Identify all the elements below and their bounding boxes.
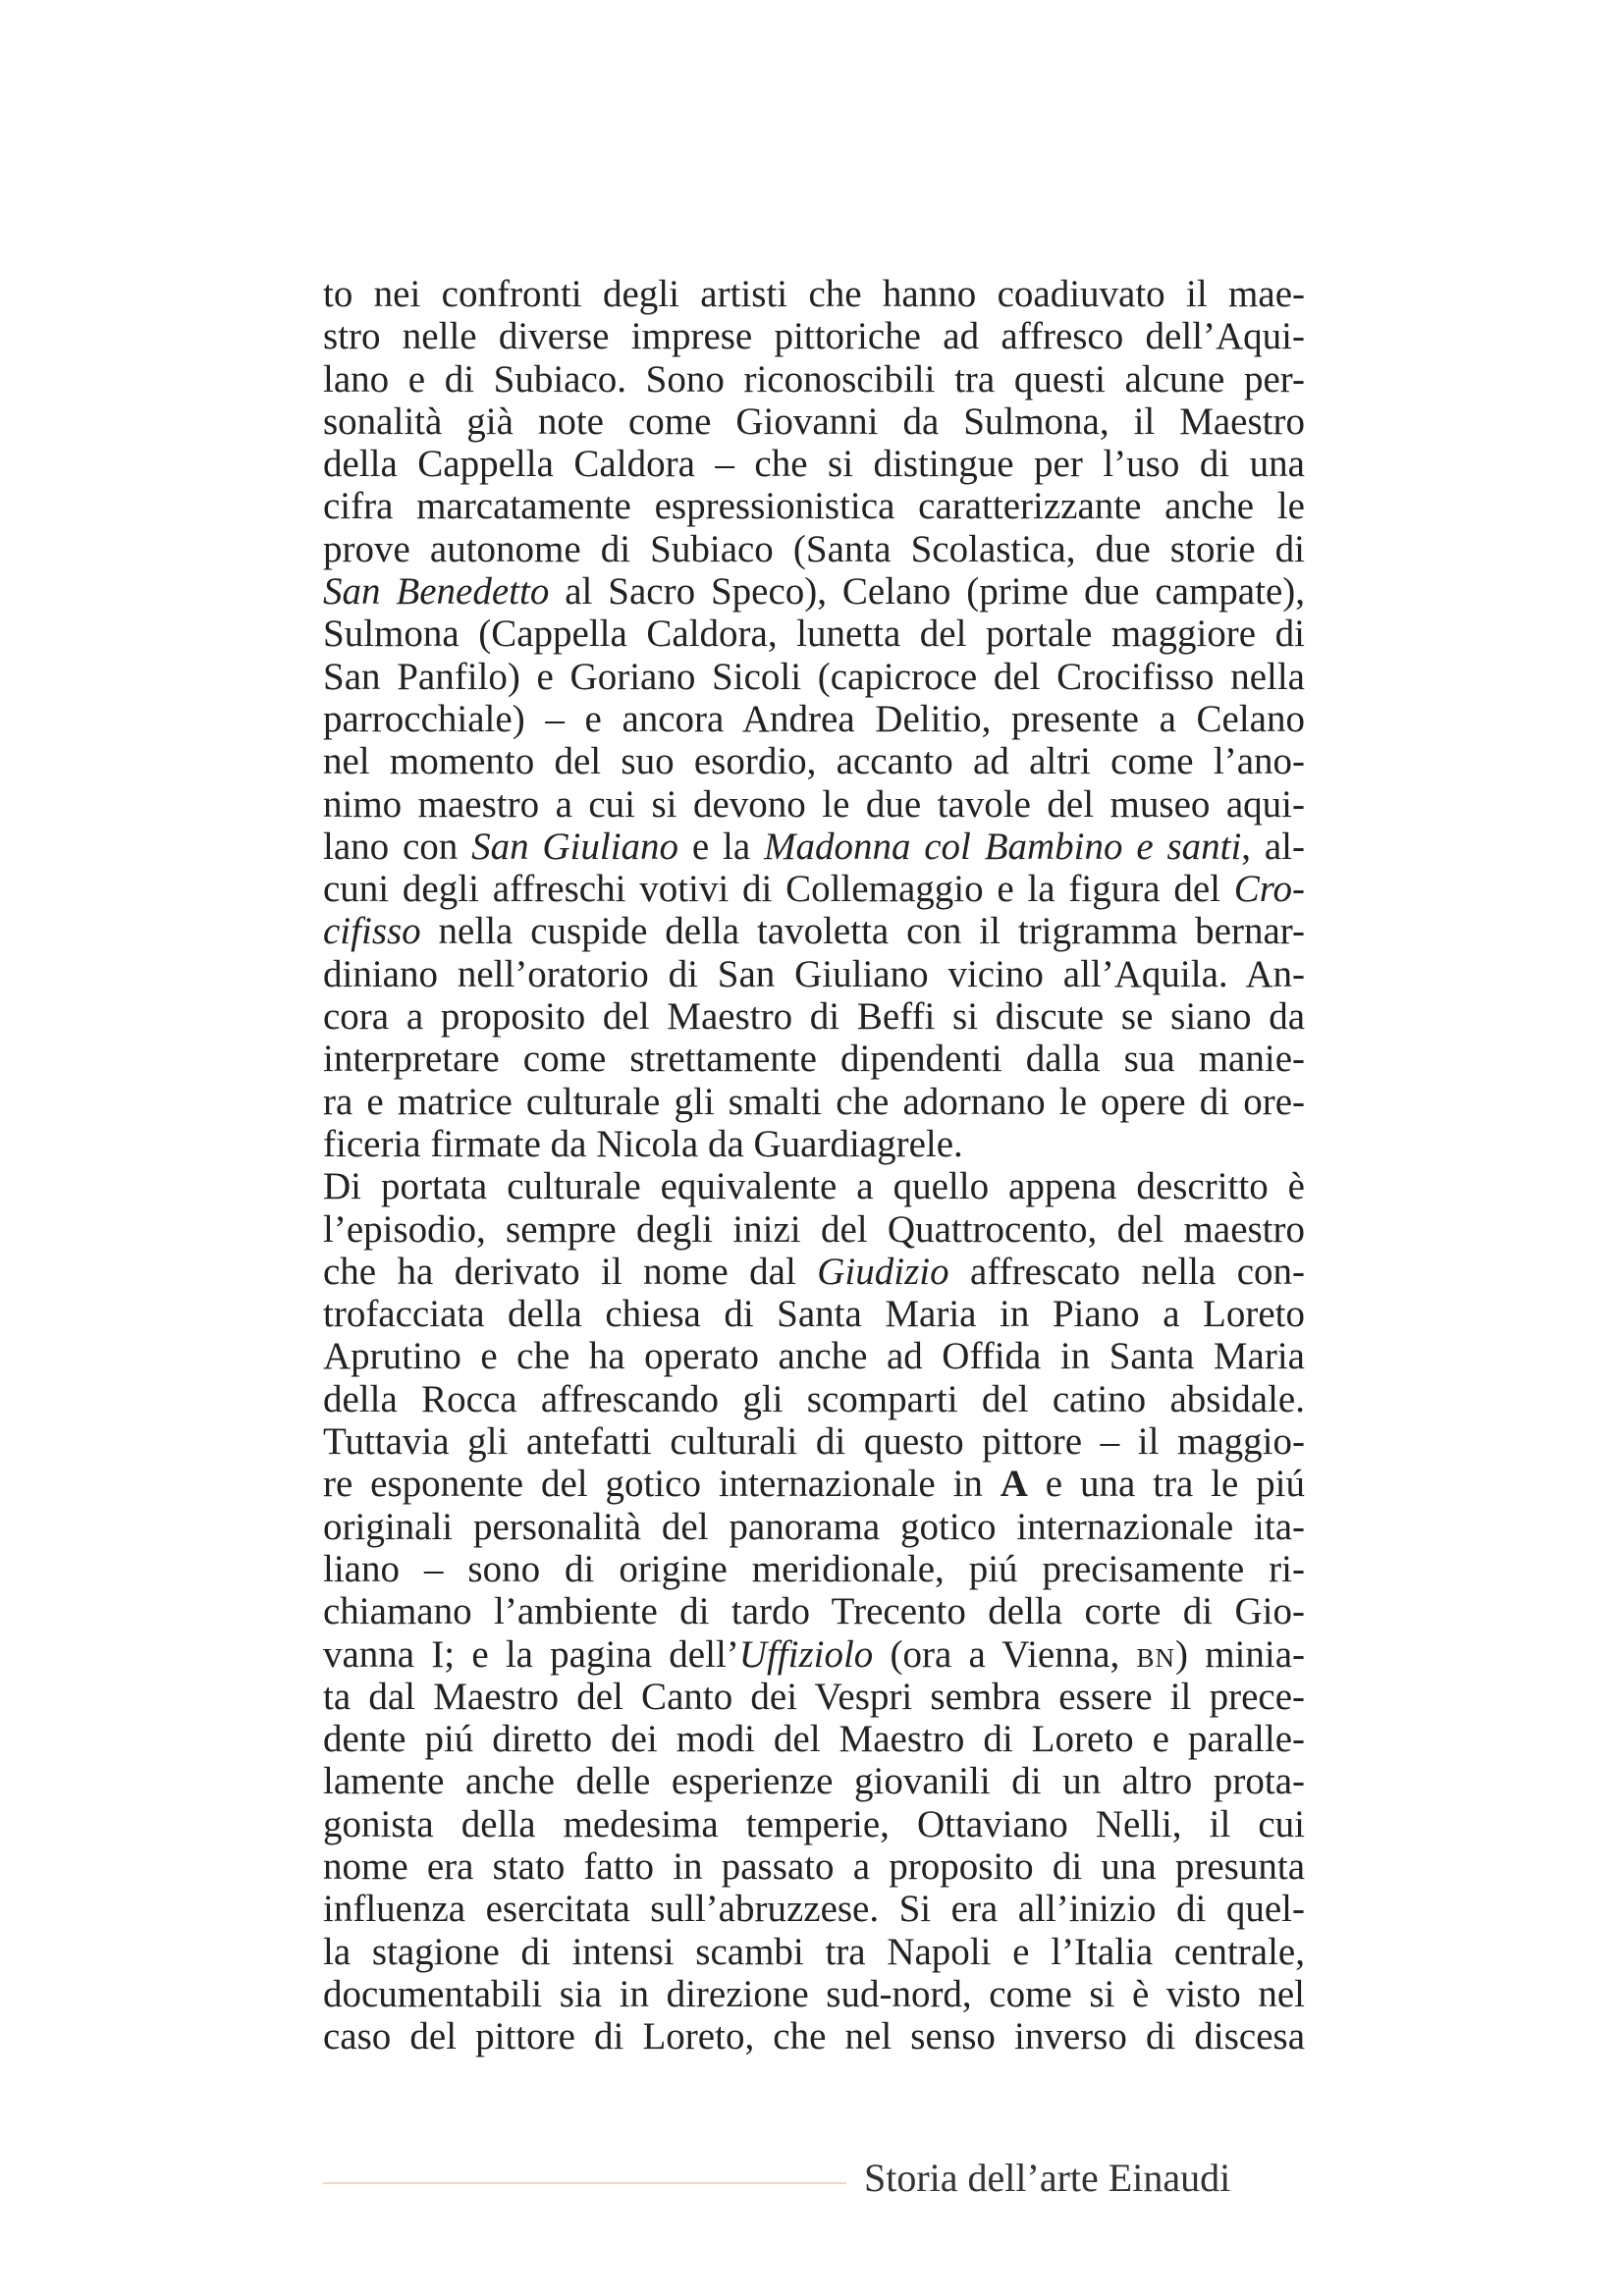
text-line-7: [323, 528, 1305, 570]
text-line-16: [323, 910, 1305, 952]
text-line-25: [323, 1293, 1305, 1335]
footer-rule: [323, 2182, 846, 2184]
text-run: nella cuspide della tavoletta con il trigramma bernar-: [420, 910, 1305, 953]
text-run: parrocchiale) – e ancora Andrea Delitio, presente a Celano: [323, 697, 1305, 740]
text-line-41: [323, 1973, 1305, 2015]
text-run: San Panfilo) e Goriano Sicoli (capicroce del Crocifisso nella: [323, 655, 1305, 698]
text-run: vanna I; e la pagina dell’: [323, 1632, 739, 1676]
text-run: e una tra le piú: [1027, 1463, 1305, 1506]
text-run: Sulmona (Cappella Caldora, lunetta del portale maggiore di: [323, 613, 1305, 656]
text-run: influenza esercitata sull’abruzzese. Si era all’inizio di quel-: [323, 1888, 1305, 1931]
text-run: ra e matrice culturale gli smalti che adornano le opere di ore-: [323, 1080, 1305, 1123]
text-line-22: [323, 1165, 1305, 1207]
text-line-35: [323, 1718, 1305, 1760]
text-run: ) minia-: [1175, 1632, 1305, 1676]
text-line-20: [323, 1081, 1305, 1123]
text-line-38: [323, 1845, 1305, 1888]
text-line-17: [323, 953, 1305, 995]
text-line-23: [323, 1208, 1305, 1251]
text-run: Aprutino e che ha operato anche ad Offida in Santa Maria: [323, 1335, 1305, 1378]
text-run: Di portata culturale equivalente a quello appena descritto è: [323, 1165, 1305, 1208]
italic-title: cifisso: [323, 910, 421, 953]
text-run: lano con: [323, 825, 472, 868]
text-line-39: [323, 1888, 1305, 1930]
italic-title: Uffiziolo: [738, 1632, 874, 1676]
text-line-10: [323, 656, 1305, 698]
text-line-24: [323, 1251, 1305, 1293]
text-run: liano – sono di origine meridionale, piú precisamente ri-: [323, 1547, 1305, 1590]
text-run: ficeria firmate da Nicola da Guardiagrele.: [323, 1122, 963, 1165]
text-line-27: [323, 1378, 1305, 1420]
text-run: interpretare come strettamente dipendenti dalla sua manie-: [323, 1038, 1305, 1081]
text-run: nimo maestro a cui si devono le due tavole del museo aqui-: [323, 782, 1305, 826]
text-run: re esponente del gotico internazionale in: [323, 1463, 1001, 1506]
text-line-42: [323, 2015, 1305, 2057]
text-run: chiamano l’ambiente di tardo Trecento della corte di Gio-: [323, 1590, 1305, 1633]
text-line-40: [323, 1931, 1305, 1973]
text-line-18: [323, 995, 1305, 1038]
text-line-5: [323, 443, 1305, 485]
text-run: della Rocca affrescando gli scomparti del catino absidale.: [323, 1377, 1305, 1420]
text-run: lamente anche delle esperienze giovanili di un altro prota-: [323, 1760, 1305, 1803]
text-line-8: [323, 570, 1305, 613]
text-run: originali personalità del panorama gotico internazionale ita-: [323, 1505, 1305, 1548]
text-run: diniano nell’oratorio di San Giuliano vicino all’Aquila. An-: [323, 952, 1305, 995]
text-run: stro nelle diverse imprese pittoriche ad affresco dell’Aqui-: [323, 315, 1305, 358]
bold-abbreviation: A: [1000, 1463, 1028, 1506]
text-run: gonista della medesima temperie, Ottaviano Nelli, il cui: [323, 1802, 1305, 1845]
text-line-37: [323, 1803, 1305, 1845]
italic-title: San Giuliano: [471, 825, 679, 868]
text-run: cuni degli affreschi votivi di Collemaggio e la figura del: [323, 868, 1234, 911]
text-run: cora a proposito del Maestro di Beffi si discute se siano da: [323, 995, 1305, 1039]
text-run: al Sacro Speco), Celano (prime due campate),: [549, 570, 1305, 614]
text-line-36: [323, 1760, 1305, 1802]
text-line-2: [323, 315, 1305, 357]
text-run: affrescato nella con-: [948, 1250, 1305, 1293]
text-run: nel momento del suo esordio, accanto ad altri come l’ano-: [323, 740, 1305, 783]
text-run: l’episodio, sempre degli inizi del Quattrocento, del maestro: [323, 1207, 1305, 1251]
text-run: to nei confronti degli artisti che hanno coadiuvato il mae-: [323, 273, 1305, 315]
text-line-11: [323, 698, 1305, 740]
text-line-12: [323, 740, 1305, 782]
text-line-28: [323, 1420, 1305, 1463]
text-line-31: [323, 1548, 1305, 1590]
text-run: ta dal Maestro del Canto dei Vespri sembra essere il prece-: [323, 1675, 1305, 1718]
body-text: [323, 273, 1305, 2057]
text-line-14: [323, 826, 1305, 868]
text-run: (ora a Vienna,: [873, 1632, 1137, 1676]
text-run: trofacciata della chiesa di Santa Maria in Piano a Loreto: [323, 1293, 1305, 1336]
text-run: documentabili sia in direzione sud-nord, come si è visto nel: [323, 1972, 1305, 2015]
text-run: che ha derivato il nome dal: [323, 1250, 818, 1293]
text-line-21: [323, 1123, 1305, 1165]
text-run: la stagione di intensi scambi tra Napoli e l’Italia centrale,: [323, 1930, 1305, 1973]
italic-title: Madonna col Bambino e santi: [763, 825, 1242, 868]
text-run: prove autonome di Subiaco (Santa Scolastica, due storie di: [323, 527, 1305, 570]
text-line-1: [323, 273, 1305, 315]
text-run: dente piú diretto dei modi del Maestro di Loreto e paralle-: [323, 1718, 1305, 1761]
small-caps-abbreviation: bn: [1136, 1632, 1176, 1676]
text-run: lano e di Subiaco. Sono riconoscibili tra questi alcune per-: [323, 357, 1305, 400]
text-run: e la: [678, 825, 764, 868]
text-run: , al-: [1241, 825, 1305, 868]
text-line-33: [323, 1633, 1305, 1676]
text-run: caso del pittore di Loreto, che nel senso inverso di discesa: [323, 2015, 1305, 2058]
italic-title: Cro-: [1233, 868, 1305, 911]
text-line-19: [323, 1038, 1305, 1080]
text-line-13: [323, 783, 1305, 826]
text-line-15: [323, 868, 1305, 910]
italic-title: San Benedetto: [323, 570, 550, 614]
text-run: sonalità già note come Giovanni da Sulmona, il Maestro: [323, 400, 1305, 443]
text-run: della Cappella Caldora – che si distingue per l’uso di una: [323, 443, 1305, 486]
text-run: cifra marcatamente espressionistica caratterizzante anche le: [323, 485, 1305, 528]
text-line-3: [323, 358, 1305, 400]
text-line-34: [323, 1676, 1305, 1718]
text-run: Tuttavia gli antefatti culturali di questo pittore – il maggio-: [323, 1420, 1305, 1464]
text-line-6: [323, 485, 1305, 527]
text-line-32: [323, 1590, 1305, 1632]
italic-title: Giudizio: [817, 1250, 949, 1293]
text-line-30: [323, 1506, 1305, 1548]
text-run: nome era stato fatto in passato a proposito di una presunta: [323, 1844, 1305, 1888]
footer-title: Storia dell’arte Einaudi: [864, 2156, 1231, 2200]
text-line-4: [323, 400, 1305, 443]
text-line-26: [323, 1335, 1305, 1377]
text-line-29: [323, 1463, 1305, 1505]
text-line-9: [323, 613, 1305, 655]
